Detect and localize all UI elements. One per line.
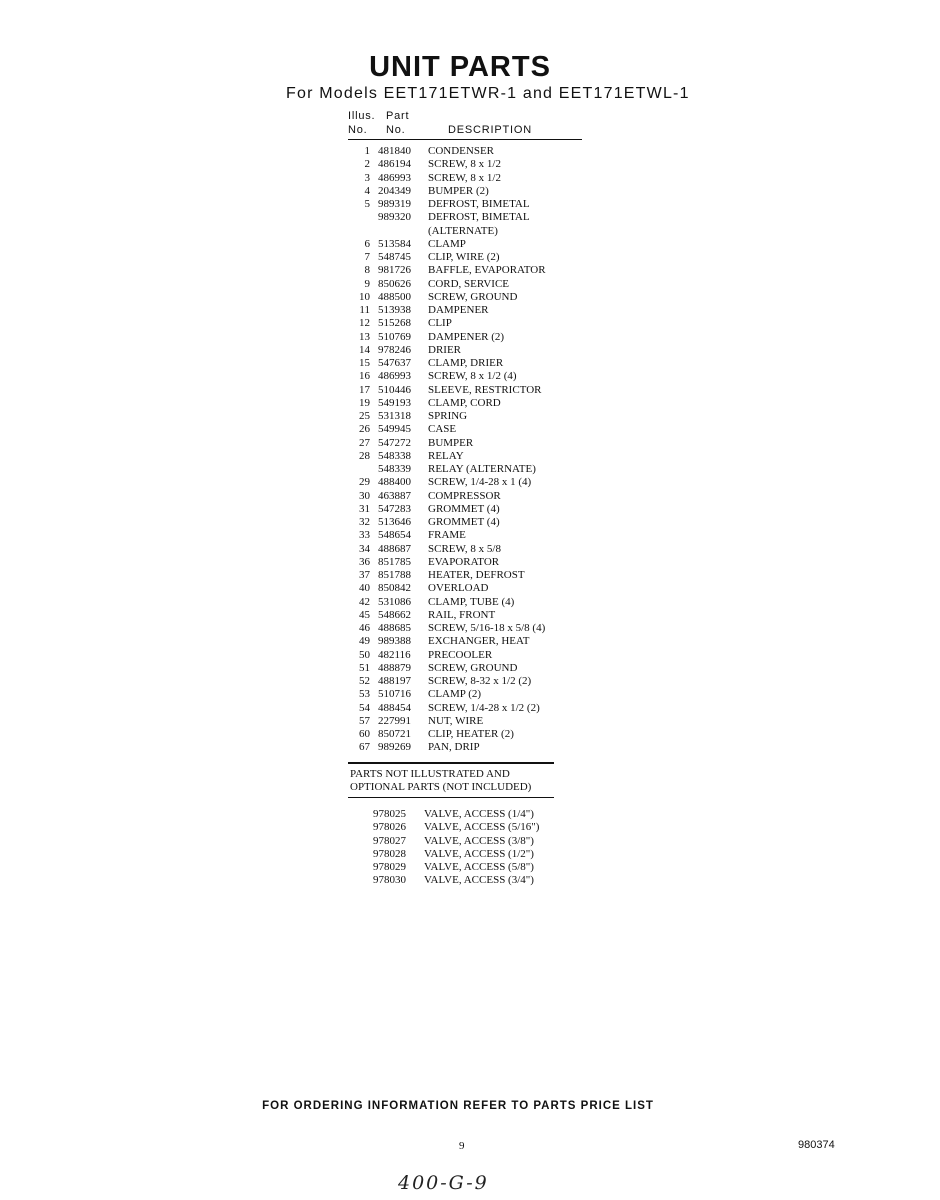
illus-number: 16 [359, 370, 370, 383]
part-description: RAIL, FRONT [428, 608, 496, 621]
table-row [348, 278, 588, 291]
part-number: 488197 [378, 675, 411, 687]
illus-number: 67 [359, 741, 370, 754]
part-number: 482116 [378, 648, 411, 661]
illus-number: 54 [359, 701, 370, 714]
table-row [348, 503, 588, 516]
part-description: FRAME [428, 529, 466, 542]
table-row [348, 370, 588, 383]
part-description: CLIP, HEATER (2) [428, 728, 514, 740]
table-row [348, 264, 588, 277]
illus-number: 7 [364, 251, 370, 263]
part-number: 486194 [378, 158, 411, 171]
illus-number: 30 [359, 489, 370, 502]
part-number: 978027 [373, 834, 406, 847]
part-number: 547637 [378, 357, 411, 369]
part-number: 515268 [378, 317, 411, 330]
part-description: VALVE, ACCESS (5/16") [424, 821, 540, 834]
table-row [348, 596, 588, 609]
illus-number: 31 [359, 502, 370, 515]
part-description: BUMPER [428, 436, 474, 449]
models-subtitle: For Models EET171ETWR-1 and EET171ETWL-1 [286, 85, 690, 102]
part-description: VALVE, ACCESS (5/8") [424, 861, 534, 873]
part-number: 981726 [378, 264, 411, 277]
part-description: BUMPER (2) [428, 184, 489, 197]
part-number: 851788 [378, 569, 411, 581]
part-number: 488454 [378, 701, 411, 714]
part-description: CLAMP, DRIER [428, 357, 504, 369]
illus-number: 17 [359, 383, 370, 396]
part-description: BAFFLE, EVAPORATOR [428, 264, 546, 277]
table-row [348, 582, 588, 595]
part-number: 547272 [378, 436, 411, 449]
not-included-line-1: PARTS NOT ILLUSTRATED AND [350, 768, 510, 780]
illus-number: 51 [359, 661, 370, 674]
part-description: CASE [428, 423, 457, 436]
part-number: 227991 [378, 714, 411, 727]
table-row [348, 185, 588, 198]
table-row [348, 741, 588, 754]
part-number: 548654 [378, 529, 411, 542]
part-number: 978026 [373, 821, 406, 834]
part-number: 851785 [378, 555, 411, 568]
illus-number: 52 [359, 675, 370, 687]
part-description: VALVE, ACCESS (3/8") [424, 834, 534, 847]
part-description: VALVE, ACCESS (1/2") [424, 847, 534, 860]
table-row [348, 317, 588, 330]
header-rule [348, 139, 582, 140]
part-description: SCREW, 8 x 1/2 (4) [428, 370, 517, 383]
illus-number: 57 [359, 714, 370, 727]
part-description: GROMMET (4) [428, 516, 500, 528]
part-number: 510769 [378, 330, 411, 343]
part-description: DEFROST, BIMETAL [428, 211, 530, 224]
part-description: EVAPORATOR [428, 555, 500, 568]
illus-number: 60 [359, 728, 370, 740]
table-row [348, 384, 588, 397]
page-number: 9 [459, 1140, 465, 1152]
part-description: CLAMP, TUBE (4) [428, 595, 515, 608]
part-number: 548662 [378, 608, 411, 621]
table-row [348, 463, 588, 476]
table-row [348, 344, 588, 357]
part-number: 481840 [378, 145, 411, 157]
illus-number: 19 [359, 396, 370, 409]
illus-number: 50 [359, 648, 370, 661]
table-row [348, 304, 588, 317]
part-description: SPRING [428, 410, 468, 422]
part-number: 978025 [373, 808, 406, 820]
document-number: 980374 [798, 1139, 835, 1151]
table-row [348, 331, 588, 344]
header-part-label: Part [386, 110, 410, 122]
part-description: DRIER [428, 343, 461, 356]
illus-number: 14 [359, 343, 370, 356]
part-description: COMPRESSOR [428, 489, 501, 502]
part-number: 513938 [378, 304, 411, 316]
section-divider [348, 762, 554, 764]
part-description: RELAY (ALTERNATE) [428, 463, 536, 475]
table-row [348, 516, 588, 529]
illus-number: 36 [359, 555, 370, 568]
table-row [348, 622, 588, 635]
parts-list [348, 145, 588, 755]
part-description: SCREW, GROUND [428, 290, 518, 303]
part-description: SCREW, 1/4-28 x 1 (4) [428, 476, 532, 489]
table-row [348, 225, 588, 238]
part-number: 548745 [378, 251, 411, 263]
part-description: SLEEVE, RESTRICTOR [428, 383, 542, 396]
illus-number: 42 [359, 595, 370, 608]
illus-number: 29 [359, 476, 370, 489]
part-description: SCREW, 8-32 x 1/2 (2) [428, 675, 532, 687]
ordering-footer: FOR ORDERING INFORMATION REFER TO PARTS PRICE LIST [262, 1100, 654, 1112]
part-number: 989269 [378, 741, 411, 754]
part-description: GROMMET (4) [428, 502, 500, 515]
illus-number: 53 [359, 688, 370, 701]
part-description: VALVE, ACCESS (3/4") [424, 874, 534, 887]
table-row [348, 543, 588, 556]
table-row [348, 437, 588, 450]
table-row [348, 609, 588, 622]
part-description: SCREW, 8 x 1/2 [428, 171, 501, 184]
not-included-line-2: OPTIONAL PARTS (NOT INCLUDED) [350, 781, 532, 793]
part-description: DAMPENER [428, 304, 489, 316]
part-number: 978246 [378, 343, 411, 356]
table-row [348, 357, 588, 370]
table-row [348, 702, 588, 715]
table-row [348, 251, 588, 264]
table-row [348, 569, 588, 582]
illus-number: 8 [364, 264, 370, 277]
header-description: DESCRIPTION [448, 124, 532, 136]
illus-number: 45 [359, 608, 370, 621]
part-number: 850842 [378, 582, 411, 595]
part-number: 547283 [378, 502, 411, 515]
part-number: 978029 [373, 861, 406, 873]
part-number: 548338 [378, 449, 411, 462]
illus-number: 11 [359, 304, 370, 316]
illus-number: 46 [359, 622, 370, 634]
table-row [348, 397, 588, 410]
illus-number: 6 [364, 237, 370, 250]
table-row [348, 410, 588, 423]
part-description: SCREW, 8 x 5/8 [428, 542, 501, 555]
part-number: 978028 [373, 847, 406, 860]
table-row [348, 476, 588, 489]
illus-number: 37 [359, 569, 370, 581]
table-row [348, 423, 588, 436]
part-description: CLAMP [428, 237, 466, 250]
part-description: EXCHANGER, HEAT [428, 635, 530, 648]
table-row [348, 688, 588, 701]
table-row [348, 556, 588, 569]
part-number: 850721 [378, 728, 411, 740]
page-title: UNIT PARTS [369, 51, 551, 83]
part-description: CLAMP (2) [428, 688, 482, 701]
table-row [348, 145, 588, 158]
table-row [348, 728, 588, 741]
illus-number: 2 [364, 158, 370, 171]
table-row [348, 675, 588, 688]
part-number: 978030 [373, 874, 406, 887]
part-number: 488500 [378, 290, 411, 303]
part-number: 488879 [378, 661, 411, 674]
table-row [348, 715, 588, 728]
part-description: (ALTERNATE) [428, 224, 498, 237]
part-number: 989319 [378, 198, 411, 210]
part-number: 989388 [378, 635, 411, 648]
table-row [348, 649, 588, 662]
illus-number: 5 [364, 198, 370, 210]
illus-number: 26 [359, 423, 370, 436]
part-number: 488687 [378, 542, 411, 555]
part-number: 548339 [378, 463, 411, 475]
part-description: OVERLOAD [428, 582, 489, 595]
table-row [348, 635, 588, 648]
part-description: DAMPENER (2) [428, 330, 505, 343]
part-description: SCREW, 5/16-18 x 5/8 (4) [428, 622, 546, 634]
table-row [348, 198, 588, 211]
header-part-no: No. [386, 124, 406, 136]
part-number: 463887 [378, 489, 411, 502]
part-number: 850626 [378, 277, 411, 290]
part-number: 486993 [378, 171, 411, 184]
part-description: PRECOOLER [428, 648, 493, 661]
illus-number: 34 [359, 542, 370, 555]
part-description: SCREW, 1/4-28 x 1/2 (2) [428, 701, 540, 714]
part-description: PAN, DRIP [428, 741, 480, 754]
illus-number: 13 [359, 330, 370, 343]
part-number: 488685 [378, 622, 411, 634]
illus-number: 40 [359, 582, 370, 595]
illus-number: 33 [359, 529, 370, 542]
illus-number: 25 [359, 410, 370, 422]
table-row [348, 158, 588, 171]
part-number: 204349 [378, 184, 411, 197]
illus-number: 9 [364, 277, 370, 290]
part-number: 510716 [378, 688, 411, 701]
table-row [348, 662, 588, 675]
part-description: CLIP, WIRE (2) [428, 251, 500, 263]
part-number: 510446 [378, 383, 411, 396]
part-description: RELAY [428, 449, 464, 462]
illus-number: 1 [364, 145, 370, 157]
part-number: 513584 [378, 237, 411, 250]
part-description: VALVE, ACCESS (1/4") [424, 808, 534, 820]
illus-number: 27 [359, 436, 370, 449]
table-row [348, 490, 588, 503]
illus-number: 28 [359, 449, 370, 462]
not-included-rule [348, 797, 554, 798]
handwritten-note: 400-G-9 [398, 1172, 489, 1194]
part-number: 531086 [378, 595, 411, 608]
part-description: CONDENSER [428, 145, 495, 157]
illus-number: 12 [359, 317, 370, 330]
illus-number: 10 [359, 290, 370, 303]
part-description: SCREW, GROUND [428, 661, 518, 674]
illus-number: 49 [359, 635, 370, 648]
table-row [348, 238, 588, 251]
part-description: CLIP [428, 317, 452, 330]
part-number: 488400 [378, 476, 411, 489]
part-number: 549193 [378, 396, 411, 409]
header-illus-label: Illus. [348, 110, 376, 122]
illus-number: 3 [364, 171, 370, 184]
part-description: DEFROST, BIMETAL [428, 198, 530, 210]
illus-number: 4 [364, 184, 370, 197]
not-included-heading [350, 768, 531, 794]
table-row [348, 211, 588, 224]
table-row [348, 450, 588, 463]
part-number: 486993 [378, 370, 411, 383]
table-row [348, 172, 588, 185]
part-description: NUT, WIRE [428, 714, 484, 727]
illus-number: 15 [359, 357, 370, 369]
part-description: SCREW, 8 x 1/2 [428, 158, 501, 171]
part-number: 549945 [378, 423, 411, 436]
header-illus-no: No. [348, 124, 368, 136]
part-description: CORD, SERVICE [428, 277, 510, 290]
part-number: 531318 [378, 410, 411, 422]
part-number: 513646 [378, 516, 411, 528]
illus-number: 32 [359, 516, 370, 528]
part-description: CLAMP, CORD [428, 396, 501, 409]
table-row [348, 529, 588, 542]
part-description: HEATER, DEFROST [428, 569, 525, 581]
part-number: 989320 [378, 211, 411, 224]
table-row [348, 291, 588, 304]
